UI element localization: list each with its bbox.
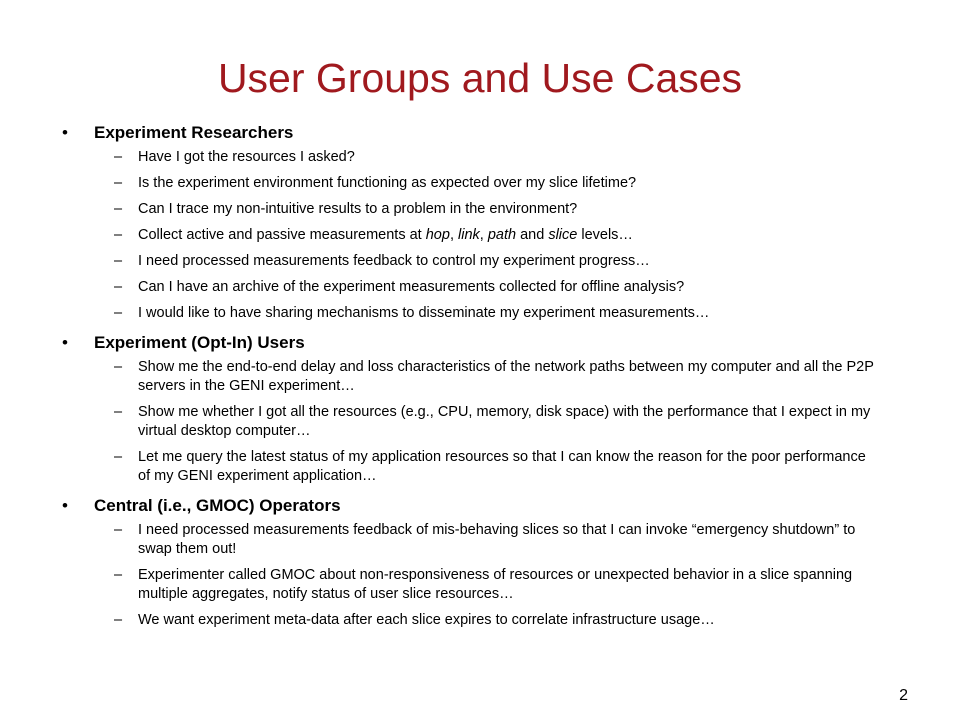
group-items	[62, 148, 922, 323]
item-text: I need processed measurements feedback of mis-behaving slices so that I can invoke “emergency shutdown” to swap them out!	[138, 522, 856, 557]
bullet-icon: •	[62, 333, 68, 352]
group-items	[62, 358, 922, 486]
dash-icon: –	[114, 201, 123, 217]
dash-icon: –	[114, 227, 123, 243]
item-text: Have I got the resources I asked?	[138, 149, 355, 165]
group-heading-text: Experiment (Opt-In) Users	[94, 333, 305, 352]
dash-icon: –	[114, 567, 123, 583]
item-text: Show me the end-to-end delay and loss characteristics of the network paths between my computer and all the P2P servers in the GENI experiment…	[138, 359, 874, 394]
bullet-icon: •	[62, 123, 68, 142]
group-items	[62, 521, 922, 630]
list-item	[62, 448, 922, 486]
dash-icon: –	[114, 253, 123, 269]
item-text: I would like to have sharing mechanisms to disseminate my experiment measurements…	[138, 305, 710, 321]
group-central-operators	[62, 493, 922, 630]
slide-title: User Groups and Use Cases	[217, 55, 743, 101]
group-heading	[62, 493, 922, 519]
item-text: Experimenter called GMOC about non-responsiveness of resources or unexpected behavior in a slice spanning multiple aggregates, notify status of user slice resources…	[138, 567, 853, 602]
list-item	[62, 226, 922, 245]
group-heading	[62, 120, 922, 146]
item-text: We want experiment meta-data after each slice expires to correlate infrastructure usage…	[138, 612, 715, 628]
group-heading-text: Central (i.e., GMOC) Operators	[94, 496, 341, 515]
dash-icon: –	[114, 305, 123, 321]
dash-icon: –	[114, 149, 123, 165]
group-heading-text: Experiment Researchers	[94, 123, 294, 142]
item-text: Can I trace my non-intuitive results to a problem in the environment?	[138, 201, 578, 217]
dash-icon: –	[114, 175, 123, 191]
item-text-italic: Collect active and passive measurements at hop, link, path and slice levels…	[138, 227, 633, 243]
dash-icon: –	[114, 359, 123, 375]
list-item	[62, 278, 922, 297]
list-item	[62, 358, 922, 396]
item-text: Show me whether I got all the resources (e.g., CPU, memory, disk space) with the performance that I expect in my virtual desktop computer…	[138, 404, 871, 439]
list-item	[62, 148, 922, 167]
dash-icon: –	[114, 522, 123, 538]
item-text: Is the experiment environment functioning as expected over my slice lifetime?	[138, 175, 637, 191]
page-number: 2	[899, 687, 908, 704]
group-experiment-users	[62, 330, 922, 486]
list-item	[62, 174, 922, 193]
dash-icon: –	[114, 449, 123, 465]
group-experiment-researchers	[62, 120, 922, 323]
bullet-icon: •	[62, 496, 68, 515]
dash-icon: –	[114, 612, 123, 628]
dash-icon: –	[114, 279, 123, 295]
list-item	[62, 611, 922, 630]
dash-icon: –	[114, 404, 123, 420]
item-text: Can I have an archive of the experiment measurements collected for offline analysis?	[138, 279, 685, 295]
group-heading	[62, 330, 922, 356]
list-item	[62, 200, 922, 219]
list-item	[62, 566, 922, 604]
list-item	[62, 252, 922, 271]
slide-content	[62, 118, 922, 637]
list-item	[62, 304, 922, 323]
item-text: Let me query the latest status of my application resources so that I can know the reason for the poor performance of my GENI experiment application…	[138, 449, 866, 484]
list-item	[62, 403, 922, 441]
item-text: I need processed measurements feedback to control my experiment progress…	[138, 253, 650, 269]
list-item	[62, 521, 922, 559]
